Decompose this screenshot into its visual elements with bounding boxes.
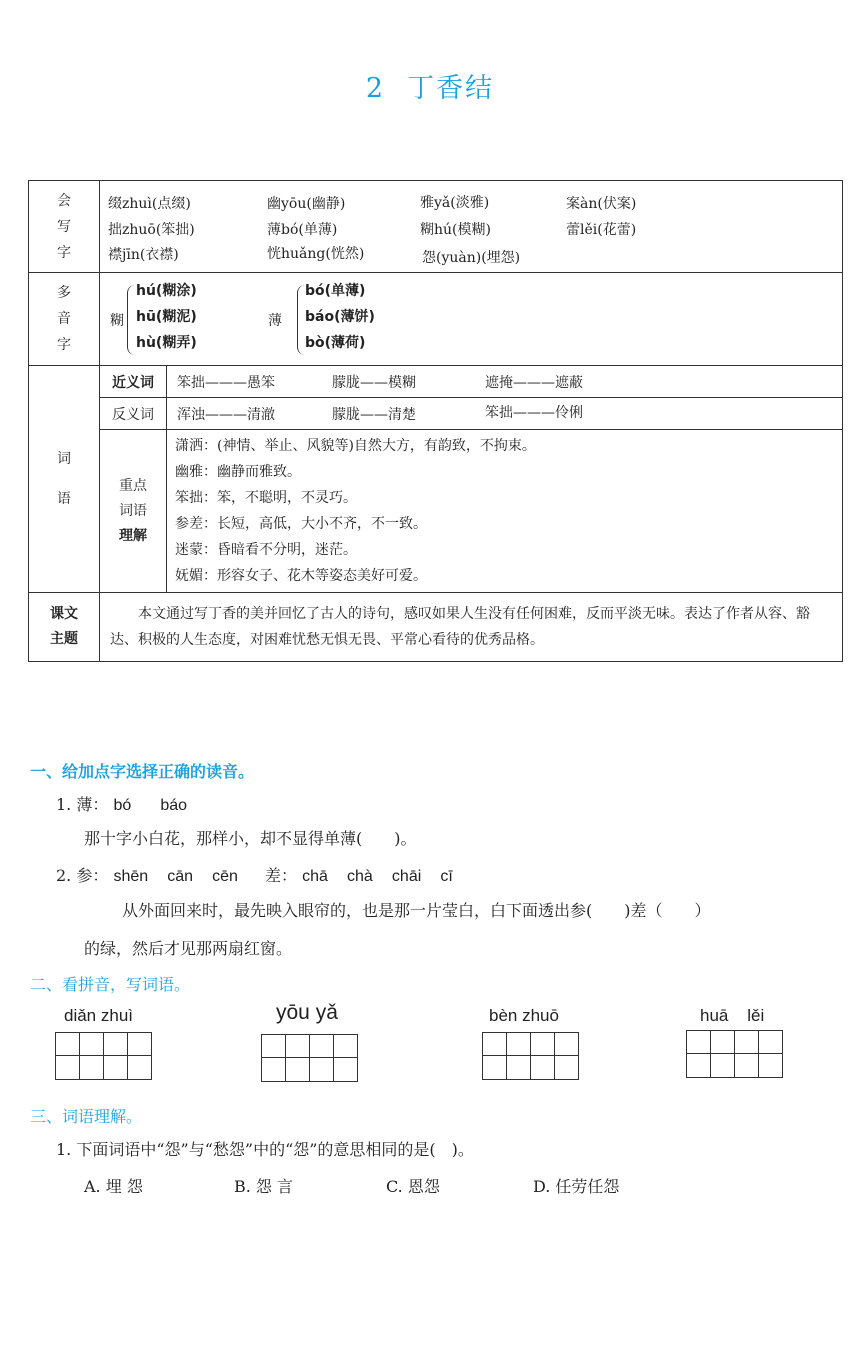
antonym-pair: 朦胧——清楚 — [332, 407, 416, 423]
definition: 笨拙：笨，不聪明，不灵巧。 — [175, 490, 357, 506]
poly-reading: hù(糊弄) — [136, 335, 197, 351]
key-words-label — [100, 430, 167, 593]
write-word: 襟jīn(衣襟) — [108, 247, 179, 263]
grid-cell[interactable] — [128, 1033, 151, 1079]
grid-cell[interactable] — [507, 1033, 531, 1079]
definition: 妩媚：形容女子、花木等姿态美好可爱。 — [175, 568, 427, 584]
write-word: 蕾lěi(花蕾) — [566, 222, 637, 238]
key-label-3: 理解 — [119, 527, 147, 544]
definition: 参差：长短，高低，大小不齐，不一致。 — [175, 516, 427, 532]
q2-option: chāi — [391, 868, 422, 885]
write-word: 案àn(伏案) — [566, 196, 637, 212]
theme-label — [29, 593, 100, 662]
poly-char: 薄 — [268, 313, 282, 329]
poly-label — [29, 273, 100, 366]
brace-icon — [127, 285, 136, 355]
write-label-1: 会 — [57, 192, 71, 209]
poly-label-3: 字 — [57, 337, 71, 353]
pinyin-prompt: diǎn zhuì — [64, 1006, 133, 1025]
key-label-2: 词语 — [119, 502, 147, 519]
answer-grid[interactable] — [261, 1034, 358, 1082]
synonym-label: 近义词 — [100, 366, 167, 398]
synonym-pair: 朦胧——模糊 — [332, 375, 416, 391]
theme-text: 本文通过写丁香的美并回忆了古人的诗句，感叹如果人生没有任何困难，反而平淡无味。表达了作者从容、豁达、积极的人生态度，对困难忧愁无惧无畏、平常心看待的优秀品格。 — [100, 593, 843, 662]
write-word: 恍huǎng(恍然) — [267, 246, 365, 262]
option-c[interactable]: C. 恩怨 — [386, 1177, 440, 1196]
q2-line — [56, 863, 453, 886]
poly-reading: hú(糊涂) — [136, 283, 197, 299]
q1-option: báo — [160, 797, 188, 814]
theme-row — [29, 593, 843, 662]
section3-heading: 三、词语理解。 — [30, 1107, 143, 1126]
key-label-1: 重点 — [119, 477, 147, 494]
q2-text-cont: 的绿，然后才见那两扇红窗。 — [84, 939, 293, 958]
write-word: 缀zhuì(点缀) — [108, 196, 191, 212]
section1-heading: 一、给加点字选择正确的读音。 — [30, 762, 255, 781]
grid-cell[interactable] — [735, 1031, 759, 1077]
write-label — [29, 181, 100, 273]
pinyin-prompt: yōu yǎ — [276, 1001, 338, 1024]
poly-reading: báo(薄饼) — [305, 309, 375, 325]
poly-label-1: 多 — [57, 285, 71, 301]
antonym-words — [167, 398, 843, 430]
poly-content — [100, 273, 843, 366]
page-title — [0, 66, 860, 105]
grid-cell[interactable] — [104, 1033, 128, 1079]
synonym-words — [167, 366, 843, 398]
option-b[interactable]: B. 怨 言 — [234, 1177, 294, 1196]
q2-option: chā — [302, 868, 328, 885]
antonym-label: 反义词 — [100, 398, 167, 430]
q2-text: 从外面回来时，最先映入眼帘的，也是那一片莹白，白下面透出参( )差（ ） — [122, 901, 711, 920]
write-word: 糊hú(模糊) — [420, 222, 491, 238]
vocab-label-2: 语 — [57, 491, 71, 507]
pinyin-prompt: huā lěi — [700, 1006, 765, 1025]
section2-heading: 二、看拼音，写词语。 — [30, 975, 191, 994]
q2-head2: 差： — [265, 866, 298, 885]
definition: 迷蒙：昏暗看不分明，迷茫。 — [175, 542, 357, 558]
write-word: 拙zhuō(笨拙) — [108, 222, 195, 238]
grid-cell[interactable] — [310, 1035, 334, 1081]
write-row — [29, 181, 843, 273]
vocab-label-1: 词 — [57, 451, 71, 467]
q2-head: 2. 参： — [56, 866, 109, 885]
grid-cell[interactable] — [262, 1035, 286, 1081]
q3-text: 1. 下面词语中“怨”与“愁怨”中的“怨”的意思相同的是( )。 — [56, 1140, 474, 1159]
q2-option: cī — [440, 868, 453, 885]
write-words — [100, 181, 843, 273]
grid-cell[interactable] — [286, 1035, 310, 1081]
pinyin-prompt: bèn zhuō — [489, 1006, 559, 1025]
theme-label-2: 主题 — [50, 631, 78, 647]
antonym-row — [29, 398, 843, 430]
q2-option: shēn — [113, 868, 149, 885]
grid-cell[interactable] — [531, 1033, 555, 1079]
poly-reading: bò(薄荷) — [305, 335, 366, 351]
q1-text: 那十字小白花，那样小，却不显得单薄( )。 — [84, 829, 417, 848]
vocab-label — [29, 366, 100, 593]
grid-cell[interactable] — [759, 1031, 782, 1077]
lesson-number: 2 — [365, 73, 386, 104]
definitions-row — [29, 430, 843, 593]
q1-option: bó — [113, 797, 132, 814]
poly-row — [29, 273, 843, 366]
answer-grid[interactable] — [482, 1032, 579, 1080]
synonym-row — [29, 366, 843, 398]
write-word: 怨(yuàn)(埋怨) — [422, 250, 521, 266]
theme-label-1: 课文 — [50, 606, 78, 622]
antonym-pair: 浑浊———清澈 — [177, 407, 275, 423]
option-d[interactable]: D. 任劳任怨 — [533, 1177, 620, 1196]
q1-head: 1. 薄： — [56, 795, 109, 814]
answer-grid[interactable] — [686, 1030, 783, 1078]
definition: 幽雅：幽静而雅致。 — [175, 464, 301, 480]
grid-cell[interactable] — [687, 1031, 711, 1077]
antonym-pair: 笨拙———伶俐 — [485, 405, 583, 421]
q1-line — [56, 792, 187, 815]
write-label-2: 写 — [57, 218, 71, 235]
q2-option: cān — [167, 868, 194, 885]
write-label-3: 字 — [57, 244, 71, 261]
grid-cell[interactable] — [555, 1033, 578, 1079]
grid-cell[interactable] — [56, 1033, 80, 1079]
synonym-pair: 遮掩———遮蔽 — [485, 375, 583, 391]
q2-option: cēn — [212, 868, 238, 885]
grid-cell[interactable] — [483, 1033, 507, 1079]
q2-option: chà — [347, 868, 373, 885]
synonym-pair: 笨拙———愚笨 — [177, 375, 275, 391]
write-word: 雅yǎ(淡雅) — [420, 195, 490, 211]
grid-cell[interactable] — [80, 1033, 104, 1079]
lesson-title: 丁香结 — [407, 73, 495, 104]
poly-reading: bó(单薄) — [305, 283, 366, 299]
grid-cell[interactable] — [334, 1035, 357, 1081]
summary-table — [28, 180, 843, 662]
option-a[interactable]: A. 埋 怨 — [84, 1177, 143, 1196]
poly-char: 糊 — [110, 313, 124, 329]
poly-label-2: 音 — [57, 311, 71, 327]
write-word: 薄bó(单薄) — [267, 222, 338, 238]
write-word: 幽yōu(幽静) — [267, 196, 346, 212]
answer-grid[interactable] — [55, 1032, 152, 1080]
definitions — [167, 430, 843, 593]
grid-cell[interactable] — [711, 1031, 735, 1077]
definition: 潇洒：(神情、举止、风貌等)自然大方，有韵致，不拘束。 — [175, 438, 536, 454]
poly-reading: hū(糊泥) — [136, 309, 197, 325]
